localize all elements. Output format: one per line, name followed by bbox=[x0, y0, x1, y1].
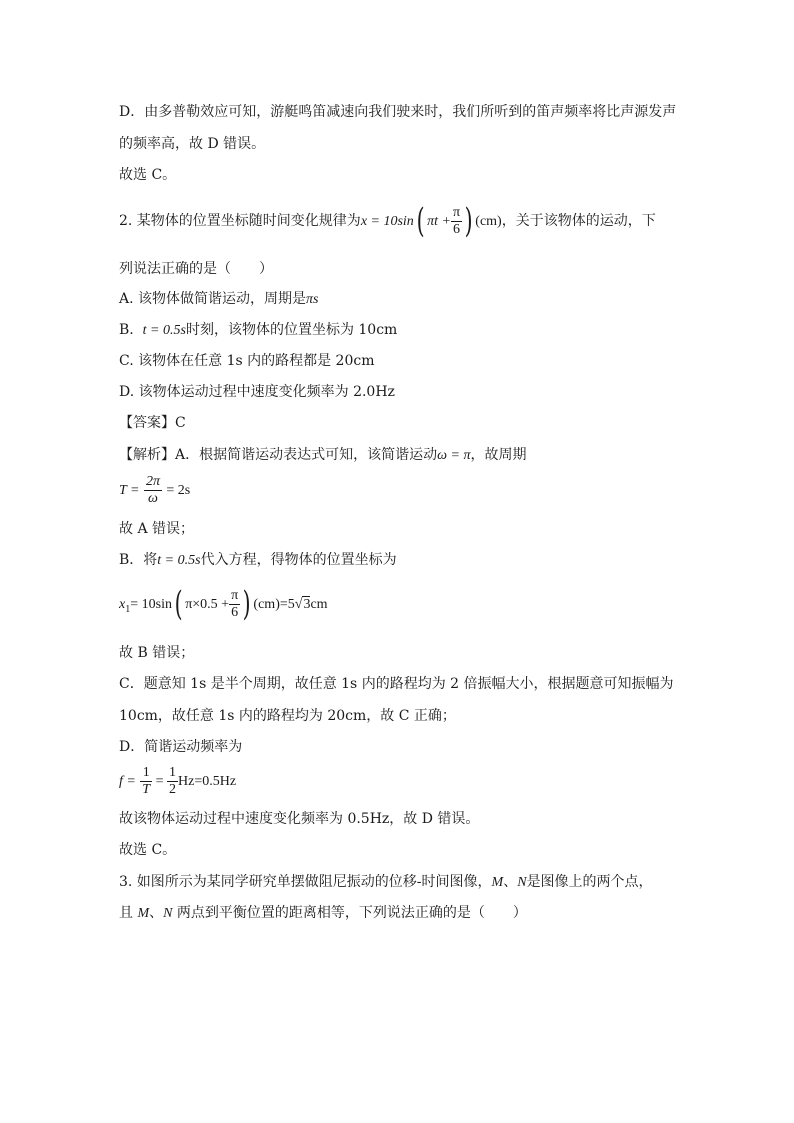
paren: ) bbox=[242, 584, 251, 624]
text-span: 且 bbox=[119, 905, 133, 921]
subscript: 1 bbox=[125, 603, 131, 615]
paren: ) bbox=[464, 201, 473, 241]
math-var: M bbox=[137, 906, 150, 921]
fraction bbox=[229, 588, 240, 621]
radicand: 3 bbox=[303, 597, 311, 612]
text-span: 、 bbox=[149, 905, 164, 921]
text-span: B. bbox=[119, 322, 134, 338]
text-span: ，故周期 bbox=[470, 447, 527, 463]
math-expr: = 2s bbox=[166, 483, 191, 498]
frequency-formula: f = $\frac{1}{T}$ = $\frac{1}{2}$ Hz=0.5Hz bbox=[119, 764, 237, 797]
math-expr: π×0.5 + bbox=[185, 597, 230, 612]
text-span: 是图像上的两个点， bbox=[526, 874, 653, 890]
numerator: π bbox=[452, 204, 461, 220]
text-line: 故该物体运动过程中速度变化频率为 0.5Hz，故 D 错误。 bbox=[119, 811, 480, 827]
numerator: 2π bbox=[145, 473, 160, 489]
math-var: N bbox=[517, 875, 527, 890]
text-span: 2. 某物体的位置坐标随时间变化规律为 bbox=[119, 213, 361, 229]
position-formula bbox=[119, 583, 328, 631]
denominator: 6 bbox=[231, 604, 239, 620]
math-expr: T = bbox=[119, 483, 140, 498]
math-expr: (cm)=5 bbox=[253, 597, 295, 612]
question-3-stem bbox=[119, 872, 653, 893]
text-line: D．由多普勒效应可知，游艇鸣笛减速向我们驶来时，我们所听到的笛声频率将比声源发声 bbox=[119, 104, 677, 120]
math-expr: = 10sin bbox=[130, 597, 172, 612]
period-formula bbox=[119, 470, 190, 511]
text-line: 故选 C。 bbox=[119, 842, 177, 858]
text-line: 故选 C。 bbox=[119, 167, 177, 183]
question-2-stem bbox=[119, 200, 656, 243]
paren: ( bbox=[174, 584, 183, 624]
text-span: 【解析】A．根据简谐运动表达式可知，该简谐运动 bbox=[119, 447, 438, 463]
option-b bbox=[119, 320, 397, 341]
math-var: M bbox=[491, 875, 504, 890]
math-unit: (cm) bbox=[475, 214, 502, 229]
text-span: B．将 bbox=[119, 552, 158, 568]
analysis-line bbox=[119, 445, 526, 466]
text-span: 、 bbox=[503, 874, 518, 890]
text-line: C．题意知 1s 是半个周期，故任意 1s 内的路程均为 2 倍振幅大小，根据题意可知振幅为 bbox=[119, 676, 674, 692]
text-line: 故 A 错误； bbox=[119, 521, 195, 537]
math-var: N bbox=[163, 906, 173, 921]
paren: ( bbox=[416, 201, 425, 241]
text-line: 列说法正确的是（ ） bbox=[119, 261, 273, 277]
math-expr: Hz=0.5Hz bbox=[178, 774, 237, 789]
text-span: 时刻，该物体的位置坐标为 10cm bbox=[185, 322, 398, 338]
text-span: 代入方程，得物体的位置坐标为 bbox=[200, 552, 397, 568]
fraction bbox=[144, 474, 162, 507]
math-expr: f = bbox=[119, 774, 136, 789]
math-expr: t = 0.5s bbox=[142, 323, 186, 338]
text-line: 10cm，故任意 1s 内的路程均为 20cm，故 C 正确； bbox=[119, 708, 456, 724]
option-a bbox=[119, 289, 318, 310]
text-span: 两点到平衡位置的距离相等，下列说法正确的是（ ） bbox=[176, 905, 527, 921]
denominator: 6 bbox=[452, 221, 460, 237]
math-expr: πt + bbox=[427, 214, 451, 229]
text-span: A. 该物体做简谐运动，周期是 bbox=[119, 291, 307, 307]
numerator: 1 bbox=[169, 764, 176, 780]
denominator: ω bbox=[148, 490, 158, 506]
fraction bbox=[451, 205, 462, 238]
math-expr: πs bbox=[306, 292, 319, 307]
analysis-b-line bbox=[119, 550, 397, 571]
math-unit: cm bbox=[310, 597, 328, 612]
sqrt-sign: √ bbox=[294, 597, 303, 612]
text-span: 3. 如图所示为某同学研究单摆做阻尼振动的位移-时间图像， bbox=[119, 874, 492, 890]
text-line: 故 B 错误； bbox=[119, 645, 195, 661]
denominator: T bbox=[142, 781, 151, 797]
answer: 【答案】C bbox=[119, 415, 186, 431]
text-span: ，关于该物体的运动，下 bbox=[501, 213, 656, 229]
text-line: 的频率高，故 D 错误。 bbox=[119, 136, 266, 152]
numerator: 1 bbox=[140, 765, 152, 782]
option-c: C. 该物体在任意 1s 内的路程都是 20cm bbox=[119, 353, 375, 369]
option-d: D. 该物体运动过程中速度变化频率为 2.0Hz bbox=[119, 384, 395, 400]
math-expr: t = 0.5s bbox=[157, 553, 201, 568]
fraction bbox=[140, 765, 152, 798]
math-expr: x = 10sin bbox=[360, 214, 414, 229]
denominator: 2 bbox=[169, 781, 176, 797]
math-expr: ω = π bbox=[437, 448, 471, 463]
numerator: π bbox=[231, 587, 239, 603]
fraction bbox=[167, 765, 178, 798]
question-3-stem-line2 bbox=[119, 903, 527, 924]
text-line: D．简谐运动频率为 bbox=[119, 739, 243, 755]
math-expr: x bbox=[119, 597, 126, 612]
